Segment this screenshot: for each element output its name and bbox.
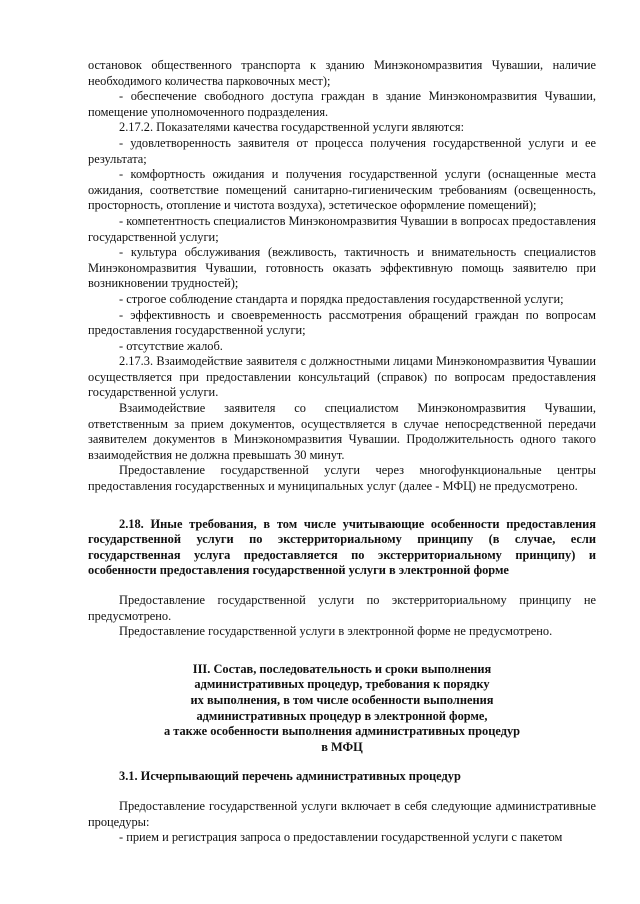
- paragraph: - удовлетворенность заявителя от процесса получения государственной услуги и ее результата;: [88, 135, 596, 166]
- paragraph: - компетентность специалистов Минэкономразвития Чувашии в вопросах предоставления государственной услуги;: [88, 213, 596, 244]
- paragraph: Предоставление государственной услуги в электронной форме не предусмотрено.: [119, 624, 553, 639]
- paragraph: Предоставление государственной услуги по экстерриториальному принципу не предусмотрено.: [88, 593, 596, 623]
- section-heading-2-18: 2.18. Иные требования, в том числе учитывающие особенности предоставления государственной услуги по экстерриториальному принципу (в случае, если государственная услуга предоставляется по экстерриториальному принципу) и особенности предоставления государственной услуги в электронной форме: [88, 516, 596, 578]
- section-heading-3-1: 3.1. Исчерпывающий перечень административных процедур: [119, 769, 461, 784]
- section-title-3: [88, 662, 596, 756]
- section-title-line: в МФЦ: [321, 739, 363, 754]
- section-title-line: их выполнения, в том числе особенности выполнения: [190, 692, 494, 707]
- paragraph: - эффективность и своевременность рассмотрения обращений граждан по вопросам предоставления государственной услуги;: [88, 307, 596, 338]
- section-title-line: III. Состав, последовательность и сроки выполнения: [192, 661, 492, 676]
- paragraph: остановок общественного транспорта к зданию Минэкономразвития Чувашии, наличие необходимого количества парковочных мест);: [88, 58, 596, 88]
- paragraph: Предоставление государственной услуги через многофункциональные центры предоставления государственных и муниципальных услуг (далее - МФЦ) не предусмотрено.: [88, 463, 596, 494]
- paragraph: 2.17.2. Показателями качества государственной услуги являются:: [119, 120, 465, 135]
- document-page: [88, 58, 596, 846]
- section-title-line: административных процедур в электронной форме,: [196, 708, 488, 723]
- section-title-line: а также особенности выполнения административных процедур: [163, 724, 521, 739]
- paragraph: - комфортность ожидания и получения государственной услуги (оснащенные места ожидания, соответствие помещений санитарно-гигиеническим требованиям (освещенность, просторность, отопление и чистота воздуха), эстетическое оформление помещений);: [88, 167, 596, 213]
- paragraph: - обеспечение свободного доступа граждан в здание Минэкономразвития Чувашии, помещение уполномоченного подразделения.: [88, 89, 596, 119]
- paragraph: 2.17.3. Взаимодействие заявителя с должностными лицами Минэкономразвития Чувашии осуществляется при предоставлении консультаций (справок) по вопросам предоставления государственной услуги.: [88, 354, 596, 400]
- paragraph: Предоставление государственной услуги включает в себя следующие административные процедуры:: [88, 798, 596, 829]
- paragraph: - прием и регистрация запроса о предоставлении государственной услуги с пакетом: [119, 830, 563, 845]
- paragraph: Взаимодействие заявителя со специалистом Минэкономразвития Чувашии, ответственным за прием документов, осуществляется в случае непосредственной передачи заявителем документов в Минэкономразвития Чувашии. Продолжительность одного такого взаимодействия не должна превышать 30 минут.: [88, 401, 596, 462]
- section-title-line: административных процедур, требования к порядку: [194, 677, 490, 692]
- paragraph: - культура обслуживания (вежливость, тактичность и внимательность специалистов Минэкономразвития Чувашии, готовность оказать эффективную помощь заявителю при возникновении трудностей);: [88, 245, 596, 291]
- paragraph: - отсутствие жалоб.: [119, 338, 223, 353]
- paragraph: - строгое соблюдение стандарта и порядка предоставления государственной услуги;: [119, 291, 564, 306]
